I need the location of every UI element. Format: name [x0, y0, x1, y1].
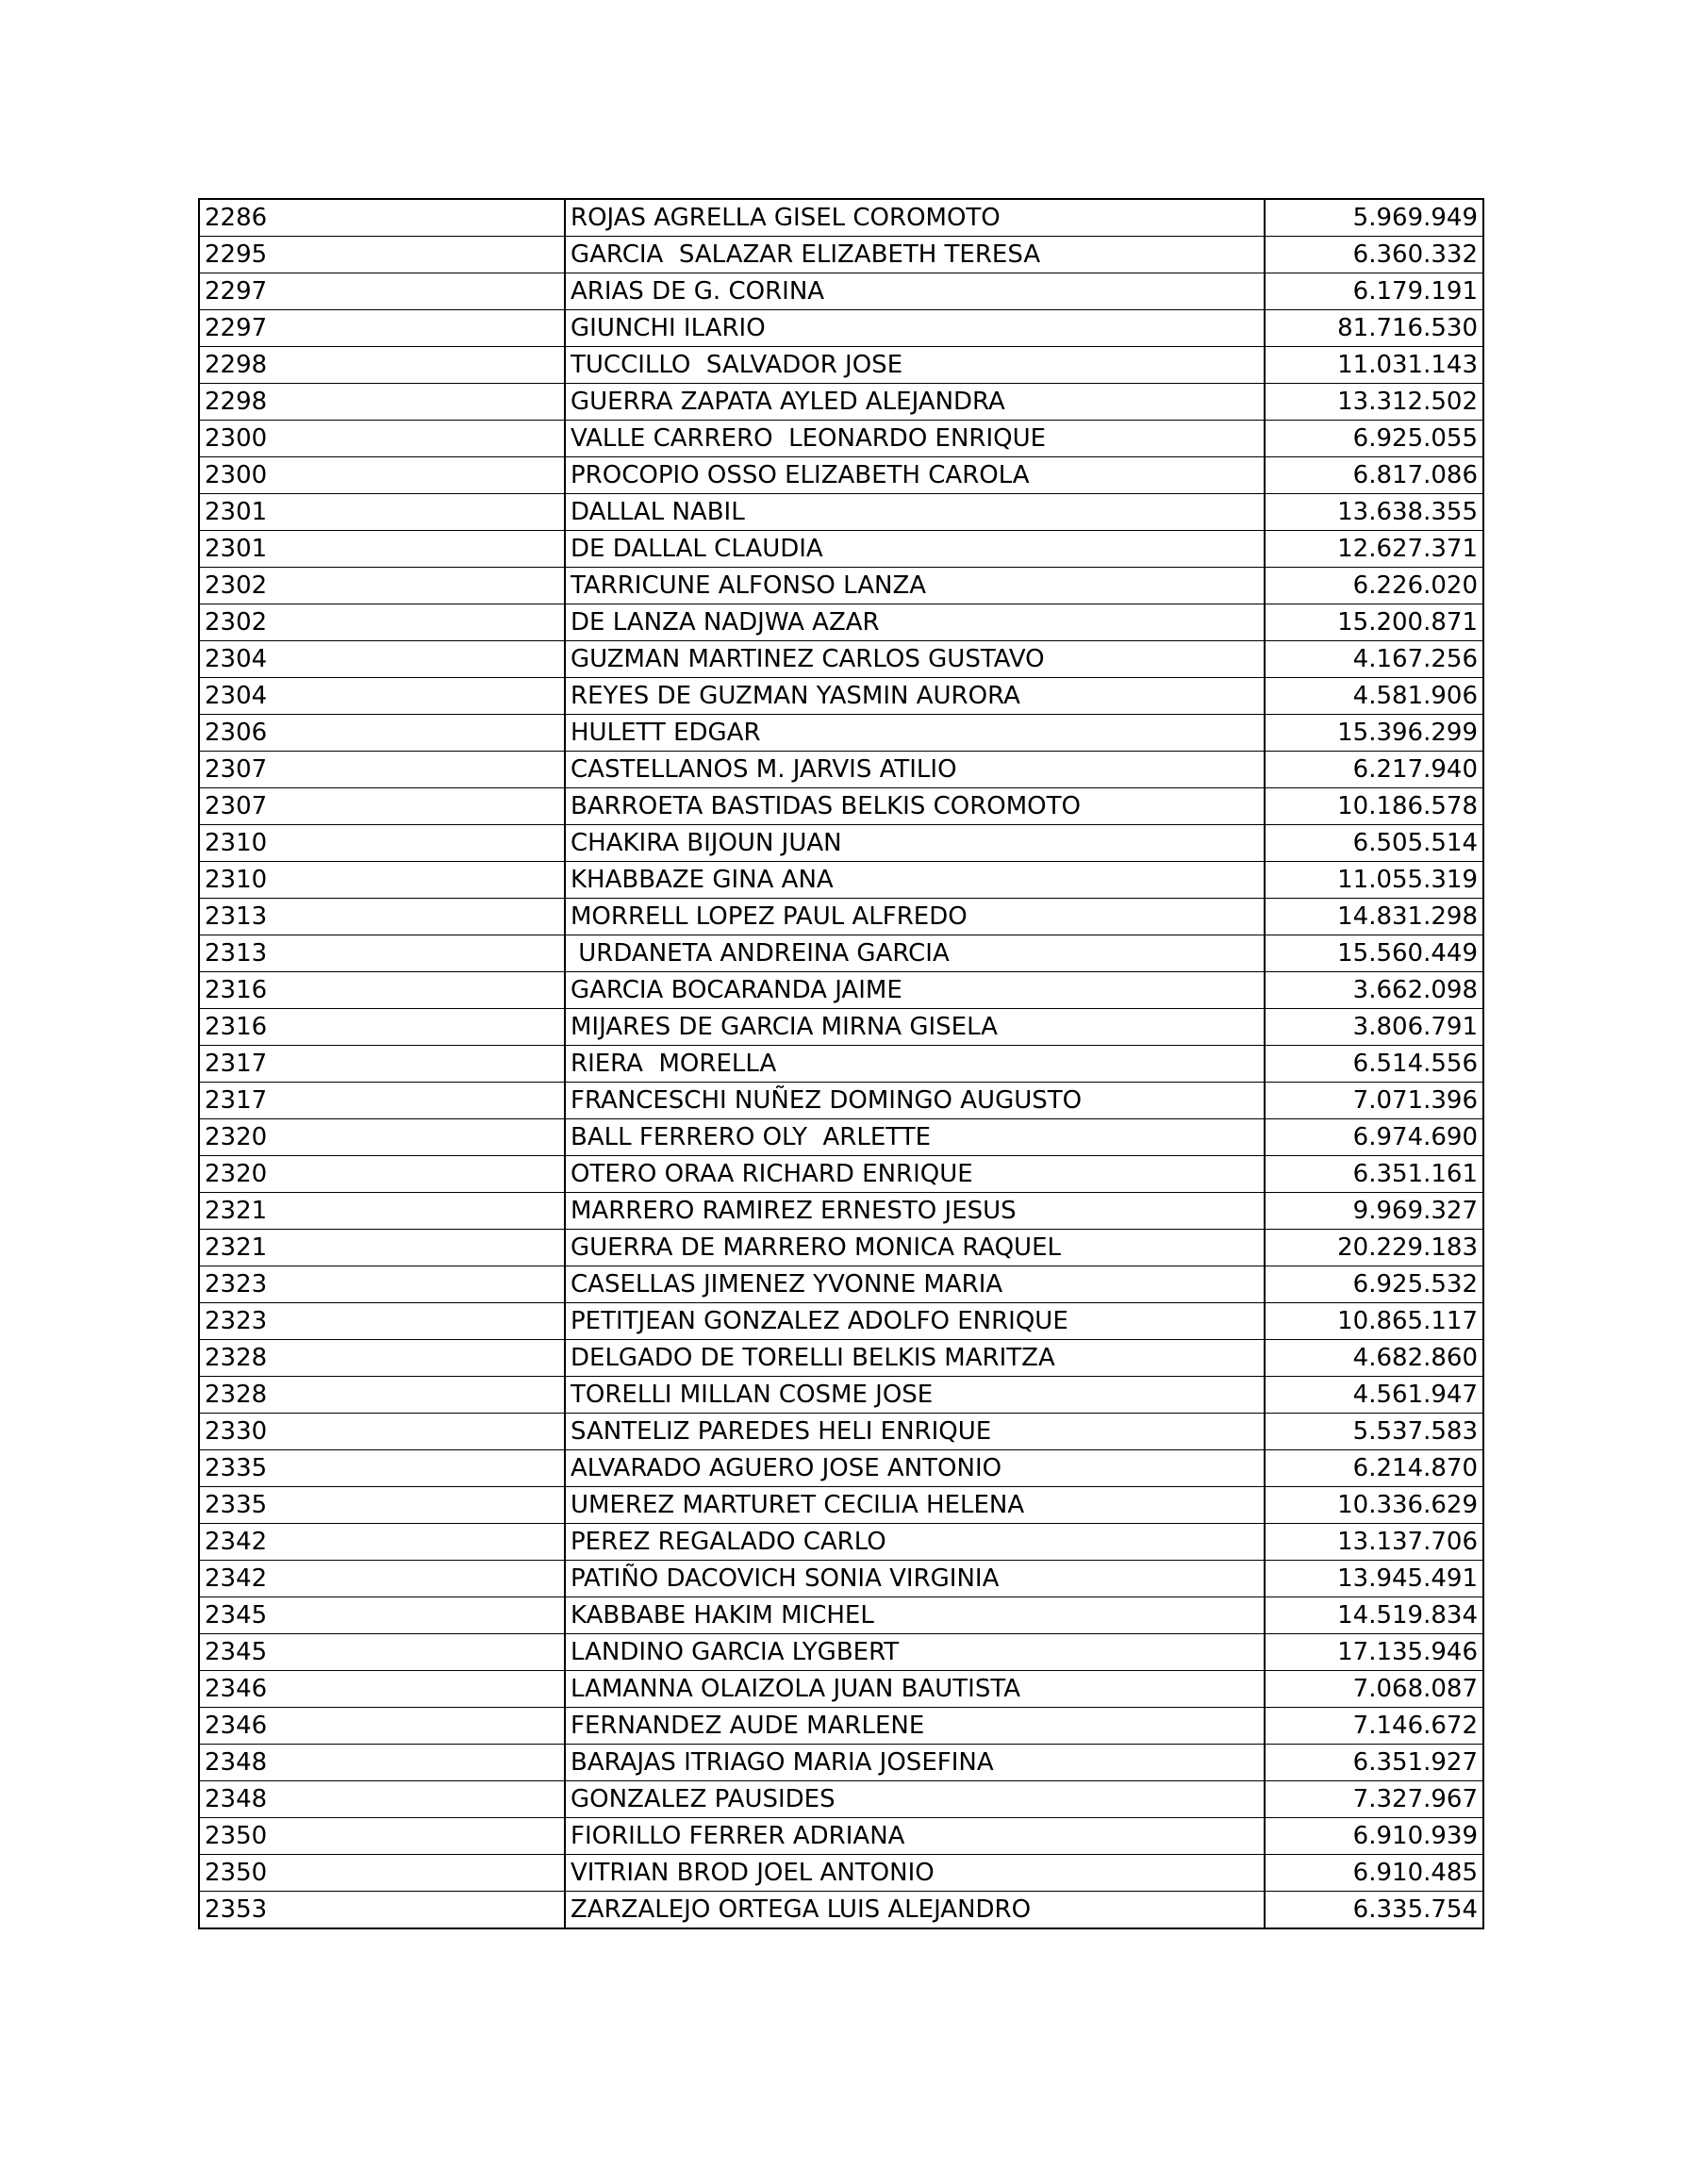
name-cell: RIERA MORELLA — [565, 1046, 1265, 1083]
name-cell: ALVARADO AGUERO JOSE ANTONIO — [565, 1450, 1265, 1487]
code-cell: 2321 — [199, 1193, 565, 1230]
code-cell: 2295 — [199, 237, 565, 273]
amount-cell: 6.910.939 — [1265, 1818, 1483, 1855]
name-cell: ARIAS DE G. CORINA — [565, 273, 1265, 310]
name-cell: VALLE CARRERO LEONARDO ENRIQUE — [565, 421, 1265, 457]
table-row — [199, 237, 1483, 273]
name-cell: TORELLI MILLAN COSME JOSE — [565, 1377, 1265, 1414]
amount-cell: 6.974.690 — [1265, 1119, 1483, 1156]
name-cell: GUERRA ZAPATA AYLED ALEJANDRA — [565, 384, 1265, 421]
amount-cell: 13.945.491 — [1265, 1561, 1483, 1597]
name-cell: DALLAL NABIL — [565, 494, 1265, 531]
table-row — [199, 1450, 1483, 1487]
table-row — [199, 1083, 1483, 1119]
code-cell: 2345 — [199, 1634, 565, 1671]
amount-cell: 13.638.355 — [1265, 494, 1483, 531]
amount-cell: 3.806.791 — [1265, 1009, 1483, 1046]
table-row — [199, 1597, 1483, 1634]
name-cell: PEREZ REGALADO CARLO — [565, 1524, 1265, 1561]
amount-cell: 6.214.870 — [1265, 1450, 1483, 1487]
amount-cell: 4.682.860 — [1265, 1340, 1483, 1377]
amount-cell: 9.969.327 — [1265, 1193, 1483, 1230]
name-cell: DE DALLAL CLAUDIA — [565, 531, 1265, 568]
name-cell: DELGADO DE TORELLI BELKIS MARITZA — [565, 1340, 1265, 1377]
name-cell: TARRICUNE ALFONSO LANZA — [565, 568, 1265, 604]
table-row — [199, 935, 1483, 972]
table-row — [199, 273, 1483, 310]
table-row — [199, 1855, 1483, 1892]
code-cell: 2316 — [199, 1009, 565, 1046]
code-cell: 2300 — [199, 421, 565, 457]
table-row — [199, 1193, 1483, 1230]
code-cell: 2335 — [199, 1450, 565, 1487]
code-cell: 2346 — [199, 1671, 565, 1708]
amount-cell: 13.312.502 — [1265, 384, 1483, 421]
table-row — [199, 752, 1483, 788]
code-cell: 2330 — [199, 1414, 565, 1450]
name-cell: MORRELL LOPEZ PAUL ALFREDO — [565, 899, 1265, 935]
name-cell: GARCIA BOCARANDA JAIME — [565, 972, 1265, 1009]
name-cell: GONZALEZ PAUSIDES — [565, 1781, 1265, 1818]
code-cell: 2313 — [199, 899, 565, 935]
amount-cell: 6.351.161 — [1265, 1156, 1483, 1193]
name-cell: PROCOPIO OSSO ELIZABETH CAROLA — [565, 457, 1265, 494]
name-cell: URDANETA ANDREINA GARCIA — [565, 935, 1265, 972]
table-row — [199, 384, 1483, 421]
table-row — [199, 1892, 1483, 1929]
table-row — [199, 1266, 1483, 1303]
amount-cell: 6.335.754 — [1265, 1892, 1483, 1929]
table-row — [199, 347, 1483, 384]
name-cell: VITRIAN BROD JOEL ANTONIO — [565, 1855, 1265, 1892]
table-row — [199, 862, 1483, 899]
amount-cell: 7.068.087 — [1265, 1671, 1483, 1708]
amount-cell: 20.229.183 — [1265, 1230, 1483, 1266]
code-cell: 2335 — [199, 1487, 565, 1524]
table-row — [199, 1046, 1483, 1083]
table-row — [199, 825, 1483, 862]
code-cell: 2313 — [199, 935, 565, 972]
name-cell: BARAJAS ITRIAGO MARIA JOSEFINA — [565, 1745, 1265, 1781]
name-cell: GUZMAN MARTINEZ CARLOS GUSTAVO — [565, 641, 1265, 678]
code-cell: 2298 — [199, 384, 565, 421]
name-cell: FRANCESCHI NUÑEZ DOMINGO AUGUSTO — [565, 1083, 1265, 1119]
records-table-body — [199, 199, 1483, 1928]
code-cell: 2286 — [199, 199, 565, 237]
name-cell: BALL FERRERO OLY ARLETTE — [565, 1119, 1265, 1156]
table-row — [199, 899, 1483, 935]
table-row — [199, 568, 1483, 604]
records-table — [198, 198, 1484, 1929]
code-cell: 2320 — [199, 1119, 565, 1156]
amount-cell: 6.217.940 — [1265, 752, 1483, 788]
code-cell: 2300 — [199, 457, 565, 494]
code-cell: 2316 — [199, 972, 565, 1009]
code-cell: 2345 — [199, 1597, 565, 1634]
table-row — [199, 715, 1483, 752]
amount-cell: 6.910.485 — [1265, 1855, 1483, 1892]
amount-cell: 3.662.098 — [1265, 972, 1483, 1009]
table-row — [199, 310, 1483, 347]
code-cell: 2328 — [199, 1377, 565, 1414]
amount-cell: 15.200.871 — [1265, 604, 1483, 641]
amount-cell: 4.167.256 — [1265, 641, 1483, 678]
table-row — [199, 1377, 1483, 1414]
table-row — [199, 421, 1483, 457]
name-cell: PETITJEAN GONZALEZ ADOLFO ENRIQUE — [565, 1303, 1265, 1340]
table-row — [199, 1340, 1483, 1377]
amount-cell: 11.031.143 — [1265, 347, 1483, 384]
table-row — [199, 1303, 1483, 1340]
name-cell: BARROETA BASTIDAS BELKIS COROMOTO — [565, 788, 1265, 825]
amount-cell: 15.396.299 — [1265, 715, 1483, 752]
name-cell: MIJARES DE GARCIA MIRNA GISELA — [565, 1009, 1265, 1046]
code-cell: 2310 — [199, 862, 565, 899]
table-row — [199, 604, 1483, 641]
amount-cell: 5.969.949 — [1265, 199, 1483, 237]
name-cell: MARRERO RAMIREZ ERNESTO JESUS — [565, 1193, 1265, 1230]
amount-cell: 81.716.530 — [1265, 310, 1483, 347]
table-row — [199, 1487, 1483, 1524]
code-cell: 2342 — [199, 1561, 565, 1597]
table-row — [199, 1745, 1483, 1781]
code-cell: 2323 — [199, 1303, 565, 1340]
code-cell: 2298 — [199, 347, 565, 384]
amount-cell: 10.186.578 — [1265, 788, 1483, 825]
name-cell: UMEREZ MARTURET CECILIA HELENA — [565, 1487, 1265, 1524]
name-cell: CHAKIRA BIJOUN JUAN — [565, 825, 1265, 862]
amount-cell: 6.179.191 — [1265, 273, 1483, 310]
amount-cell: 6.514.556 — [1265, 1046, 1483, 1083]
code-cell: 2350 — [199, 1855, 565, 1892]
name-cell: GIUNCHI ILARIO — [565, 310, 1265, 347]
amount-cell: 10.336.629 — [1265, 1487, 1483, 1524]
amount-cell: 14.831.298 — [1265, 899, 1483, 935]
name-cell: OTERO ORAA RICHARD ENRIQUE — [565, 1156, 1265, 1193]
table-row — [199, 531, 1483, 568]
name-cell: LANDINO GARCIA LYGBERT — [565, 1634, 1265, 1671]
amount-cell: 6.351.927 — [1265, 1745, 1483, 1781]
table-row — [199, 1156, 1483, 1193]
amount-cell: 7.146.672 — [1265, 1708, 1483, 1745]
table-row — [199, 641, 1483, 678]
amount-cell: 17.135.946 — [1265, 1634, 1483, 1671]
table-row — [199, 1781, 1483, 1818]
code-cell: 2317 — [199, 1083, 565, 1119]
name-cell: CASELLAS JIMENEZ YVONNE MARIA — [565, 1266, 1265, 1303]
code-cell: 2310 — [199, 825, 565, 862]
table-row — [199, 1230, 1483, 1266]
table-row — [199, 788, 1483, 825]
document-page — [198, 198, 1482, 1929]
amount-cell: 10.865.117 — [1265, 1303, 1483, 1340]
name-cell: KHABBAZE GINA ANA — [565, 862, 1265, 899]
name-cell: PATIÑO DACOVICH SONIA VIRGINIA — [565, 1561, 1265, 1597]
code-cell: 2323 — [199, 1266, 565, 1303]
amount-cell: 12.627.371 — [1265, 531, 1483, 568]
code-cell: 2301 — [199, 494, 565, 531]
code-cell: 2321 — [199, 1230, 565, 1266]
code-cell: 2342 — [199, 1524, 565, 1561]
name-cell: TUCCILLO SALVADOR JOSE — [565, 347, 1265, 384]
amount-cell: 5.537.583 — [1265, 1414, 1483, 1450]
table-row — [199, 1119, 1483, 1156]
code-cell: 2304 — [199, 641, 565, 678]
amount-cell: 4.561.947 — [1265, 1377, 1483, 1414]
table-row — [199, 1818, 1483, 1855]
table-row — [199, 1561, 1483, 1597]
code-cell: 2302 — [199, 568, 565, 604]
table-row — [199, 1009, 1483, 1046]
code-cell: 2350 — [199, 1818, 565, 1855]
amount-cell: 11.055.319 — [1265, 862, 1483, 899]
amount-cell: 6.817.086 — [1265, 457, 1483, 494]
amount-cell: 6.925.532 — [1265, 1266, 1483, 1303]
code-cell: 2307 — [199, 788, 565, 825]
table-row — [199, 494, 1483, 531]
table-row — [199, 1708, 1483, 1745]
name-cell: CASTELLANOS M. JARVIS ATILIO — [565, 752, 1265, 788]
code-cell: 2348 — [199, 1781, 565, 1818]
code-cell: 2317 — [199, 1046, 565, 1083]
amount-cell: 6.360.332 — [1265, 237, 1483, 273]
amount-cell: 13.137.706 — [1265, 1524, 1483, 1561]
name-cell: SANTELIZ PAREDES HELI ENRIQUE — [565, 1414, 1265, 1450]
code-cell: 2348 — [199, 1745, 565, 1781]
table-row — [199, 1524, 1483, 1561]
amount-cell: 6.925.055 — [1265, 421, 1483, 457]
amount-cell: 4.581.906 — [1265, 678, 1483, 715]
table-row — [199, 972, 1483, 1009]
name-cell: REYES DE GUZMAN YASMIN AURORA — [565, 678, 1265, 715]
name-cell: GUERRA DE MARRERO MONICA RAQUEL — [565, 1230, 1265, 1266]
code-cell: 2320 — [199, 1156, 565, 1193]
code-cell: 2346 — [199, 1708, 565, 1745]
name-cell: FIORILLO FERRER ADRIANA — [565, 1818, 1265, 1855]
name-cell: ROJAS AGRELLA GISEL COROMOTO — [565, 199, 1265, 237]
amount-cell: 15.560.449 — [1265, 935, 1483, 972]
amount-cell: 7.327.967 — [1265, 1781, 1483, 1818]
code-cell: 2306 — [199, 715, 565, 752]
table-row — [199, 457, 1483, 494]
table-row — [199, 1671, 1483, 1708]
name-cell: KABBABE HAKIM MICHEL — [565, 1597, 1265, 1634]
code-cell: 2353 — [199, 1892, 565, 1929]
name-cell: HULETT EDGAR — [565, 715, 1265, 752]
table-row — [199, 199, 1483, 237]
name-cell: DE LANZA NADJWA AZAR — [565, 604, 1265, 641]
name-cell: GARCIA SALAZAR ELIZABETH TERESA — [565, 237, 1265, 273]
code-cell: 2301 — [199, 531, 565, 568]
code-cell: 2307 — [199, 752, 565, 788]
code-cell: 2297 — [199, 310, 565, 347]
amount-cell: 14.519.834 — [1265, 1597, 1483, 1634]
name-cell: LAMANNA OLAIZOLA JUAN BAUTISTA — [565, 1671, 1265, 1708]
amount-cell: 7.071.396 — [1265, 1083, 1483, 1119]
code-cell: 2304 — [199, 678, 565, 715]
amount-cell: 6.226.020 — [1265, 568, 1483, 604]
name-cell: ZARZALEJO ORTEGA LUIS ALEJANDRO — [565, 1892, 1265, 1929]
amount-cell: 6.505.514 — [1265, 825, 1483, 862]
table-row — [199, 678, 1483, 715]
code-cell: 2328 — [199, 1340, 565, 1377]
name-cell: FERNANDEZ AUDE MARLENE — [565, 1708, 1265, 1745]
code-cell: 2297 — [199, 273, 565, 310]
code-cell: 2302 — [199, 604, 565, 641]
table-row — [199, 1414, 1483, 1450]
table-row — [199, 1634, 1483, 1671]
